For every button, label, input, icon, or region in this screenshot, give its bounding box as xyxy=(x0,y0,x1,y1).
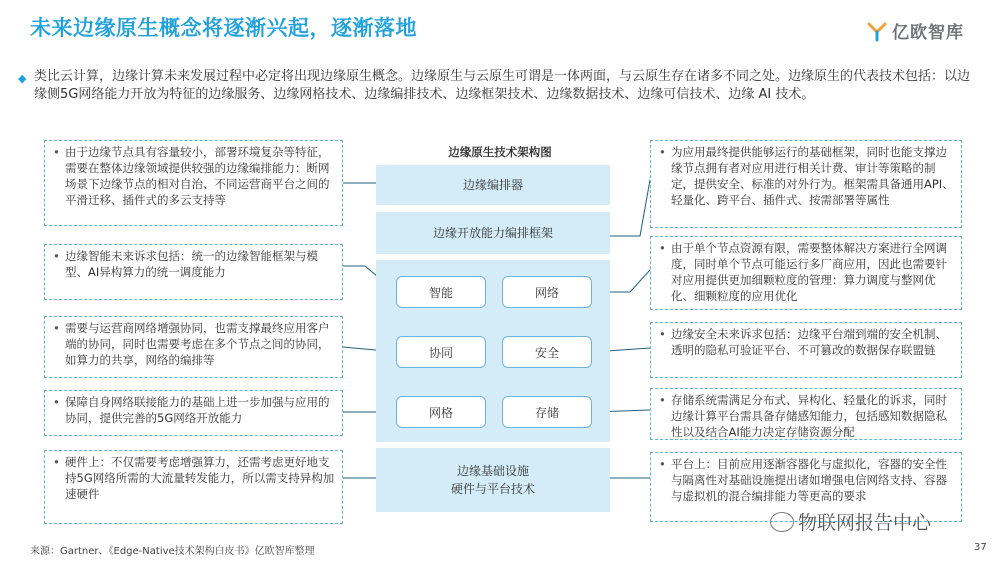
diagram-title: 边缘原生技术架构图 xyxy=(448,145,552,159)
left-note-4: • 保障自身网络联接能力的基础上进一步加强与应用的协同，提供完善的5G网络开放能力 xyxy=(44,390,343,436)
bullet-dot-icon: • xyxy=(659,457,666,471)
logo-text: 亿欧智库 xyxy=(892,23,964,43)
capability-security: 安全 xyxy=(502,336,592,368)
left-note-2: • 边缘智能未来诉求包括：统一的边缘智能框架与模型、AI异构算力的统一调度能力 xyxy=(44,244,343,300)
intro-text: 类比云计算，边缘计算未来发展过程中必定将出现边缘原生概念。边缘原生与云原生可谓是一体两面，与云原生存在诸多不同之处。边缘原生的代表技术包括：以边缘侧5G网络能力开放为特征的边缘服务、边缘网格技术、边缘编排技术、边缘框架技术、边缘数据技术、边缘可信技术、边缘 AI 技术。 xyxy=(34,69,971,102)
bullet-dot-icon: • xyxy=(53,395,60,409)
band-open-capability-framework: 边缘开放能力编排框架 xyxy=(376,212,610,254)
band-infrastructure xyxy=(376,448,610,512)
left-note-3: • 需要与运营商网络增强协同，也需支撑最终应用客户端的协同，同时也需要考虑在多个节点之间的协同，如算力的共享，网络的编排等 xyxy=(44,316,343,378)
page-title: 未来边缘原生概念将逐渐兴起，逐渐落地 xyxy=(30,16,417,40)
source-note: 来源：Gartner、《Edge-Native技术架构白皮书》亿欧智库整理 xyxy=(30,546,315,557)
left-note-5: • 硬件上：不仅需要考虑增强算力，还需考虑更好地支持5G网络所需的大流量转发能力，所以需支持异构加速硬件 xyxy=(44,450,343,524)
capability-storage: 存储 xyxy=(502,396,592,428)
infrastructure-line-2: 硬件与平台技术 xyxy=(450,482,535,496)
bullet-dot-icon: • xyxy=(659,393,666,407)
bullet-dot-icon: • xyxy=(659,241,666,255)
left-note-1: • 由于边缘节点具有容量较小，部署环境复杂等特征，需要在整体边缘领域提供较强的边缘编排能力：断网场景下边缘节点的相对自治、不同运营商平台之间的平滑迁移、插件式的多云支持等 xyxy=(44,140,343,226)
right-note-3: • 边缘安全未来诉求包括：边缘平台端到端的安全机制、透明的隐私可验证平台、不可篡改的数据保存联盟链 xyxy=(650,322,962,378)
capability-network: 网络 xyxy=(502,276,592,308)
bullet-dot-icon: • xyxy=(53,145,60,159)
right-note-1: • 为应用最终提供能够运行的基础框架，同时也能支撑边缘节点拥有者对应用进行相关计费、审计等策略的制定，提供安全、标准的对外行为。框架需具备通用API、轻量化、跨平台、插件式、按需部署等属性 xyxy=(650,140,962,228)
page-number: 37 xyxy=(974,542,987,553)
capability-collaboration: 协同 xyxy=(396,336,486,368)
bullet-dot-icon: • xyxy=(659,145,666,159)
wechat-icon xyxy=(770,512,794,532)
infrastructure-line-1: 边缘基础设施 xyxy=(456,464,529,478)
bullet-dot-icon: • xyxy=(53,321,60,335)
diamond-bullet-icon: ◆ xyxy=(18,72,27,85)
watermark-text: 物联网报告中心 xyxy=(798,512,932,534)
bullet-dot-icon: • xyxy=(53,249,60,263)
right-note-5: • 平台上：目前应用逐渐容器化与虚拟化，容器的安全性与隔离性对基础设施提出诸如增强电信网络支持、容器与虚拟机的混合编排能力等更高的要求 xyxy=(650,452,962,522)
capability-intelligence: 智能 xyxy=(396,276,486,308)
band-edge-orchestrator: 边缘编排器 xyxy=(376,165,610,205)
capability-mesh: 网格 xyxy=(396,396,486,428)
watermark xyxy=(770,508,931,535)
bullet-dot-icon: • xyxy=(53,455,60,469)
right-note-4: • 存储系统需满足分布式、异构化、轻量化的诉求，同时边缘计算平台需具备存储感知能力，包括感知数据隐私性以及结合AI能力决定存储资源分配 xyxy=(650,388,962,440)
right-note-2: • 由于单个节点资源有限，需要整体解决方案进行全网调度，同时单个节点可能运行多厂商应用，因此也需要针对应用提供更加细颗粒度的管理：算力调度与整网优化、细颗粒度的应用优化 xyxy=(650,236,962,310)
bullet-dot-icon: • xyxy=(659,327,666,341)
connector-right-1 xyxy=(610,180,650,236)
